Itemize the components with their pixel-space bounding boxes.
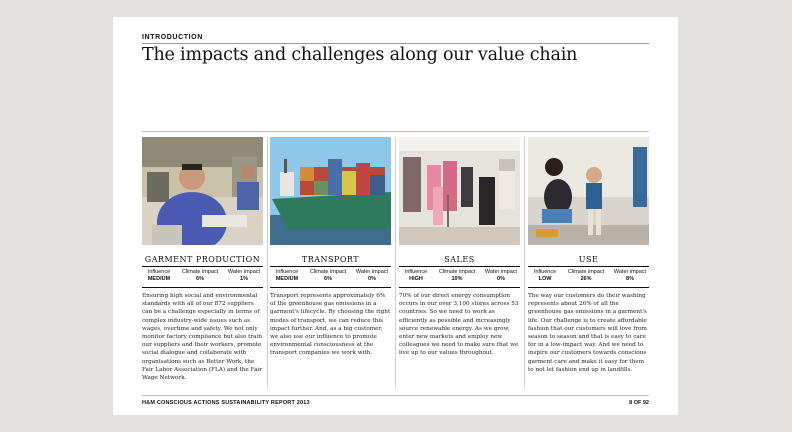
column-divider <box>395 137 396 387</box>
water-metric <box>224 269 264 282</box>
water-metric <box>481 269 521 282</box>
stage-description: The way our customers do their washing represents about 26% of all the greenhouse gas emissions in a garment's life. Our challenge is to create affordable fashion that our customers will love from season to season and that is easy to care for in a low-impact way. And we need to inspire our customers towards conscious garment care and make it easy for them to not let fashion end up in landfills. <box>528 293 647 373</box>
climate-label: Climate impact <box>567 269 605 275</box>
impact-metrics <box>270 266 391 288</box>
climate-label: Climate impact <box>309 269 347 275</box>
influence-value: HIGH <box>409 276 423 282</box>
influence-value: MEDIUM <box>275 276 299 282</box>
stage-description: Transport represents approximately 6% of the greenhouse gas emissions in a garment's lifecycle. By choosing the right modes of transport, we can reduce this impact further. And, as a big customer, we also use our influence to promote environmental consciousness at the transport companies we work with. <box>270 293 391 357</box>
section-rule <box>142 131 649 132</box>
stage-description: Ensuring high social and environmental standards with all of our 872 suppliers can be a challenge especially in terms of complex industry-wide issues such as wages, overtime and safety. We not only monitor factory compliance but also train our suppliers and their workers, promote social dialogue and collaborate with organisations such as Better Work, the Fair Labor Association (FLA) and the Fair Wage Network. <box>142 293 263 382</box>
impact-metrics <box>142 266 263 288</box>
water-metric <box>352 269 392 282</box>
water-label: Water impact <box>227 269 261 275</box>
climate-label: Climate impact <box>438 269 476 275</box>
climate-metric <box>175 269 225 282</box>
water-value: 8% <box>626 276 634 282</box>
impact-metrics <box>528 266 649 288</box>
stage-title: USE <box>578 255 599 264</box>
report-page <box>113 17 678 415</box>
container-ship-photo <box>270 137 391 245</box>
influence-metric <box>142 269 176 282</box>
column-divider <box>267 137 268 387</box>
page-title: The impacts and challenges along our value chain <box>142 45 578 65</box>
influence-label: Influence <box>275 269 299 275</box>
footer-rule <box>142 395 649 396</box>
influence-metric <box>270 269 304 282</box>
climate-value: 26% <box>580 276 592 282</box>
climate-value: 6% <box>324 276 332 282</box>
influence-value: LOW <box>538 276 552 282</box>
influence-label: Influence <box>404 269 428 275</box>
water-label: Water impact <box>484 269 518 275</box>
climate-metric <box>303 269 353 282</box>
climate-value: 10% <box>451 276 463 282</box>
influence-metric <box>528 269 562 282</box>
influence-metric <box>399 269 433 282</box>
climate-label: Climate impact <box>181 269 219 275</box>
top-rule <box>142 43 649 44</box>
store-interior-photo <box>399 137 520 245</box>
stage-title: SALES <box>444 255 475 264</box>
report-footer-title: H&M CONSCIOUS ACTIONS SUSTAINABILITY REPORT 2013 <box>142 400 310 406</box>
water-metric <box>610 269 650 282</box>
climate-value: 6% <box>196 276 204 282</box>
influence-label: Influence <box>533 269 557 275</box>
climate-metric <box>561 269 611 282</box>
influence-value: MEDIUM <box>147 276 171 282</box>
water-value: 1% <box>240 276 248 282</box>
column-divider <box>524 137 525 387</box>
water-value: 0% <box>368 276 376 282</box>
section-label: INTRODUCTION <box>142 34 203 41</box>
stage-description: 70% of our direct energy consumption occurs in our over 3,100 stores across 53 countries. So we need to work as efficiently as possible and increasingly source renewable energy. As we grow, enter new markets and employ new colleagues we need to make sure that we live up to our values throughout. <box>399 293 519 357</box>
influence-label: Influence <box>147 269 171 275</box>
water-value: 0% <box>497 276 505 282</box>
water-label: Water impact <box>355 269 389 275</box>
page-number: 8 OF 92 <box>629 400 649 406</box>
factory-worker-photo <box>142 137 263 245</box>
stage-title: TRANSPORT <box>301 255 360 264</box>
climate-metric <box>432 269 482 282</box>
water-label: Water impact <box>613 269 647 275</box>
impact-metrics <box>399 266 520 288</box>
mother-child-photo <box>528 137 649 245</box>
stage-title: GARMENT PRODUCTION <box>144 255 261 264</box>
